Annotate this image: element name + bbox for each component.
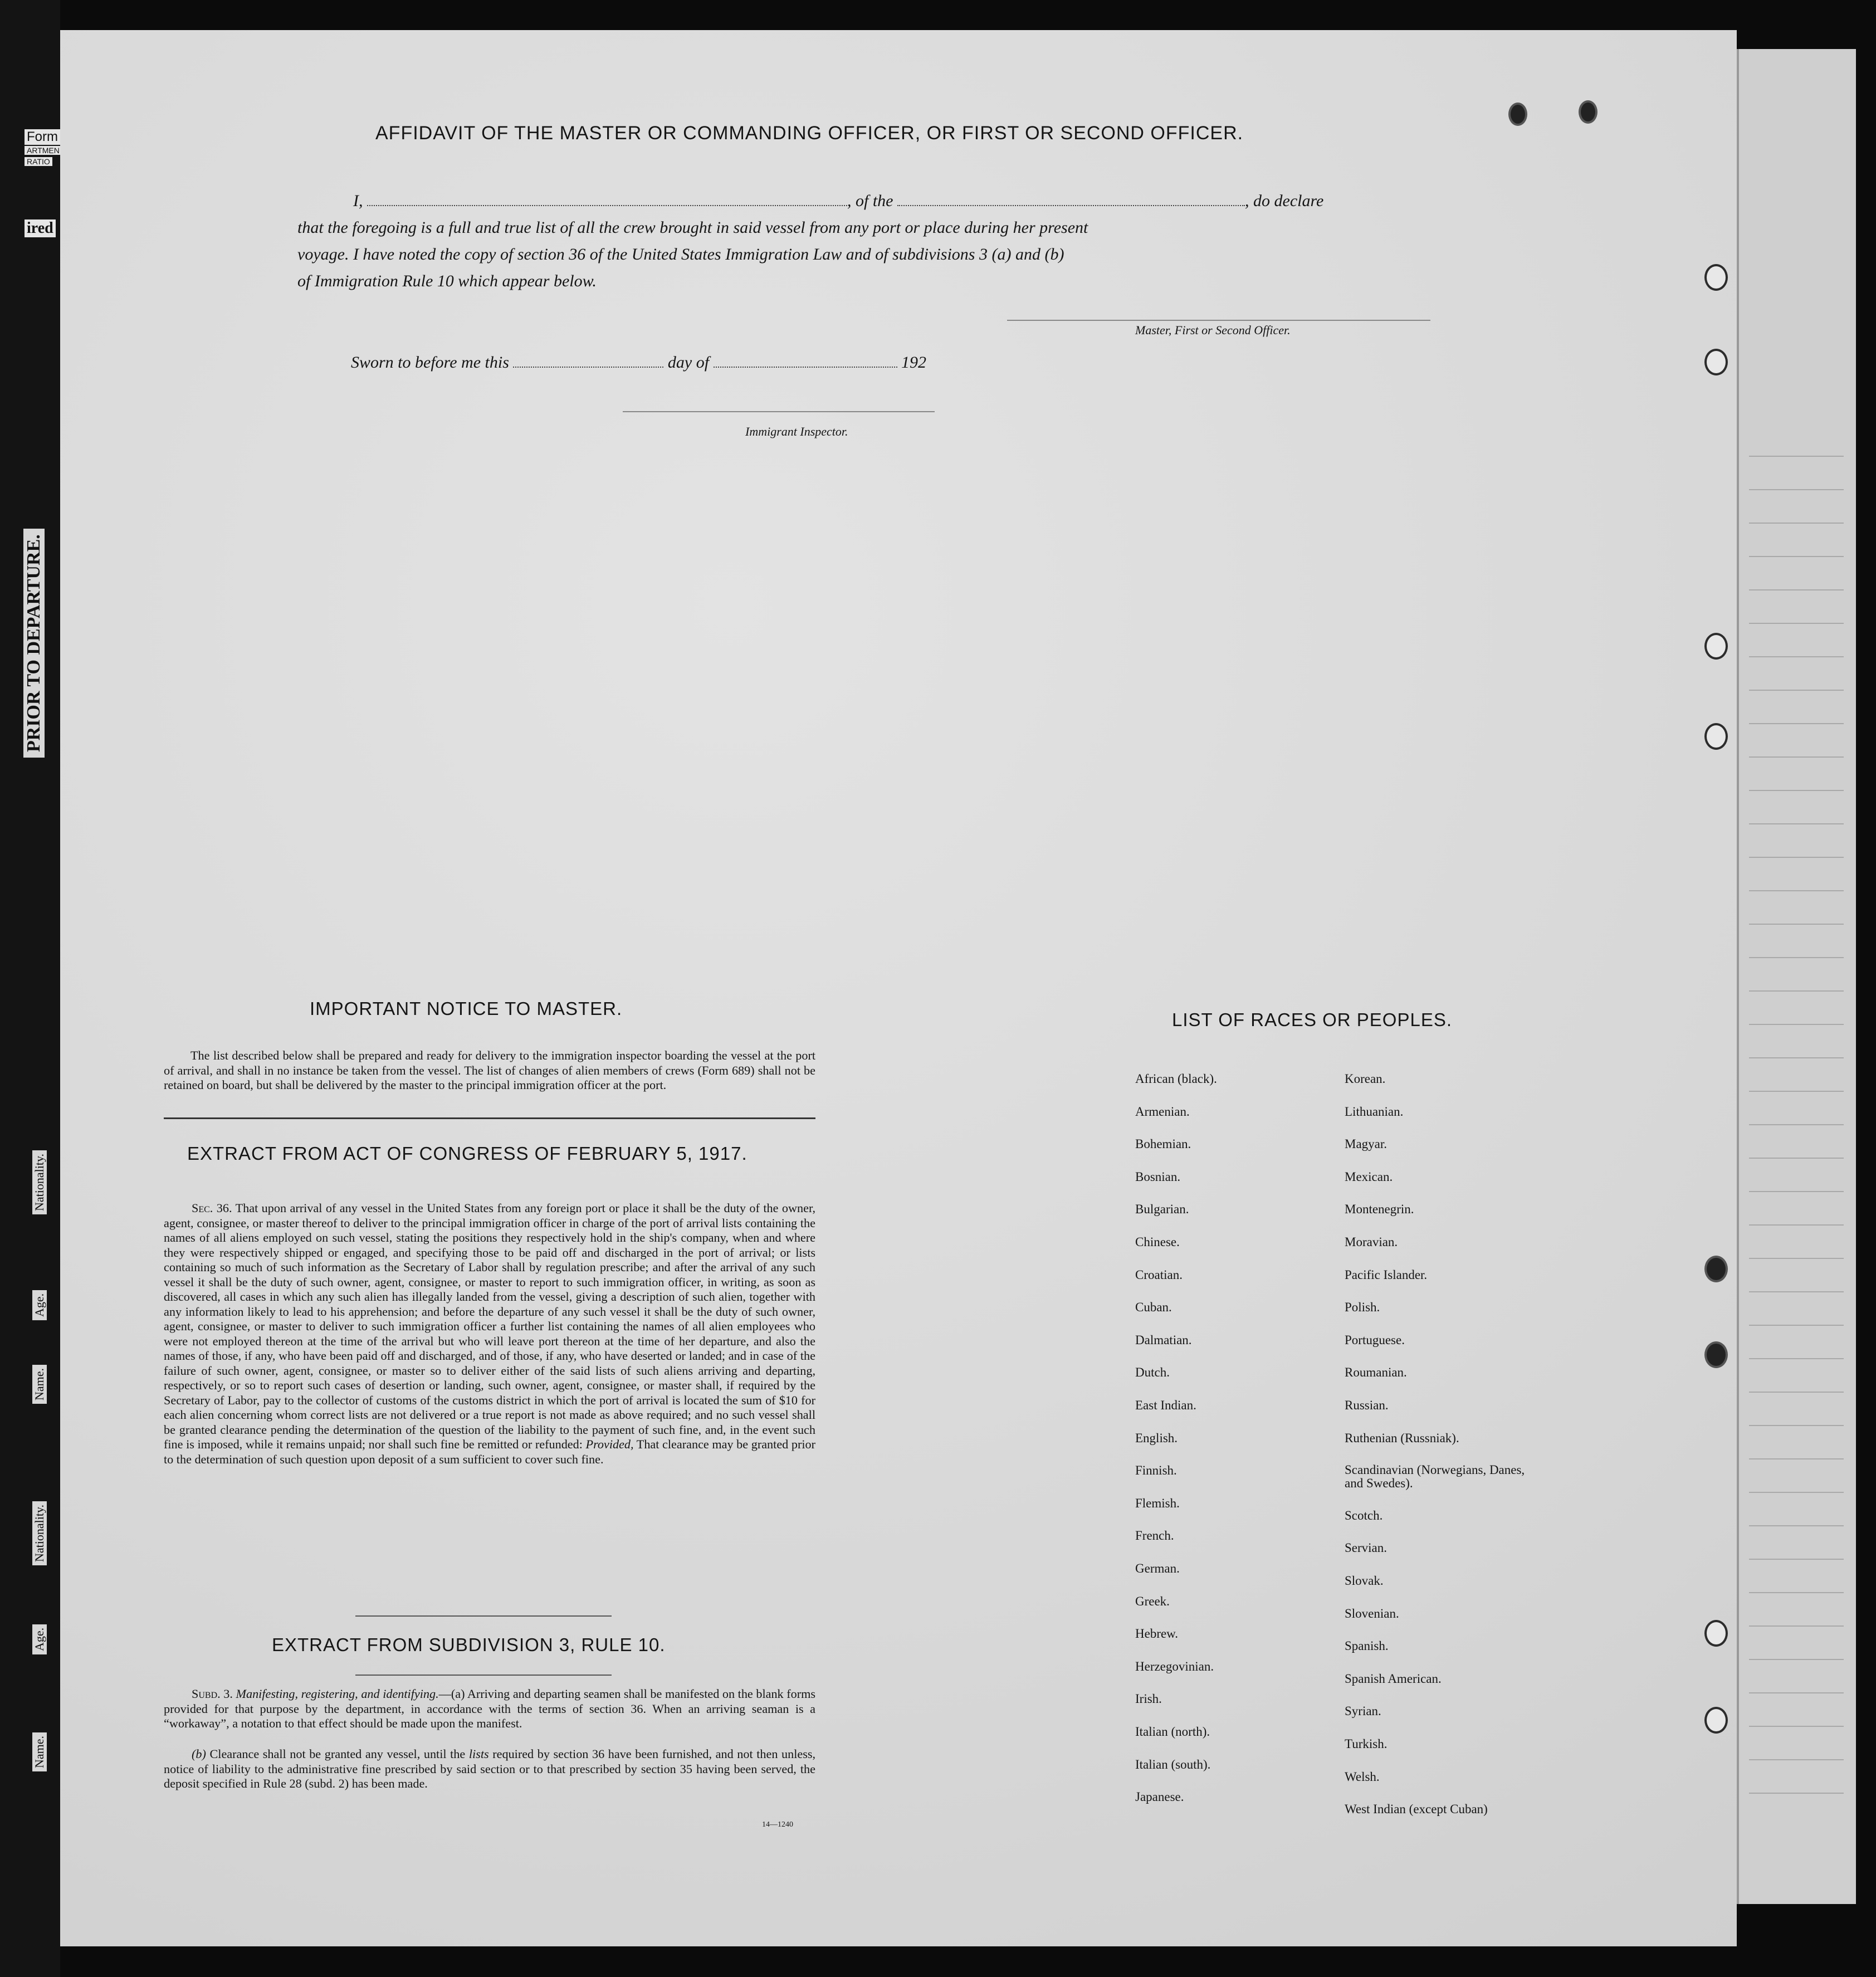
race-item: Bohemian. — [1135, 1137, 1191, 1151]
strip-stub-label: ired — [25, 219, 56, 237]
subd-label: Subd. 3. — [192, 1687, 233, 1701]
race-item: Japanese. — [1135, 1790, 1184, 1804]
act-extract-text — [164, 1201, 815, 1467]
race-item: Welsh. — [1345, 1769, 1380, 1784]
race-item: Ruthenian (Russniak). — [1345, 1431, 1459, 1445]
sworn-line — [351, 353, 926, 372]
affidavit-line-1 — [353, 192, 1323, 211]
race-item: Herzegovinian. — [1135, 1659, 1214, 1673]
race-item: Spanish. — [1345, 1639, 1389, 1653]
proviso-label: Provided, — [585, 1437, 634, 1451]
punch-hole — [1704, 1620, 1728, 1647]
section-36-text: That upon arrival of any vessel in the United States from any foreign port or place it shall be the duty of the owner, agent, consignee, or master thereof to deliver to the principal immigration officer in charge of the port of arrival lists containing the names of all aliens employed on such vessel, stating the positions they respectively hold in the ship's company, when and where they were respectively shipped or engaged, and specifying those to be paid off and discharged in the port of arrival; or lists containing so much of such information as the Secretary of Labor shall by regulation prescribe; and after the arrival of any such vessel it shall be the duty of such owner, agent, consignee, or master to report to such immigration officer, in writing, as soon as discovered, all cases in which any such alien has illegally landed from the vessel, giving a description of such alien, together with any information likely to lead to his apprehension; and before the departure of any such vessel it shall be the duty of such owner, agent, consignee, or master to deliver to such immigration officer a further list containing the names of all alien employees who were not employed thereon at the time of the arrival but who will leave port thereon at the time of her departure, and also the names of those, if any, who have been paid off and discharged, and of those, if any, who have deserted or landed; and in case of the failure of such owner, agent, consignee, or master so to deliver either of the said lists of such aliens arriving and departing, respectively, or so to report such cases of desertion or landing, such owner, agent, consignee, or master shall, if required by the Secretary of Labor, pay to the collector of customs of the customs district in which the port of arrival is located the sum of $10 for each alien concerning whom correct lists are not delivered or a true report is not made as above required; and no such vessel shall be granted clearance pending the determination of the question of the liability to the payment of such fine, and, in the event such fine is imposed, while it remains unpaid; nor shall such fine be remitted or refunded: — [164, 1201, 815, 1451]
race-item: Croatian. — [1135, 1267, 1183, 1282]
race-item: Scandinavian (Norwegians, Danes, and Swedes). — [1345, 1463, 1525, 1491]
do-declare-label: , do declare — [1245, 192, 1324, 210]
races-title: LIST OF RACES OR PEOPLES. — [1172, 1009, 1453, 1030]
subd-para-a-text: —(a) Arriving and departing seamen shall be manifested on the blank forms provided for that purpose by the department, in accordance with the terms of section 36. When an arriving seaman is a “workaway”, a notation to that effect should be made upon the manifest. — [164, 1687, 816, 1730]
strip-col-name-lower: Name. — [32, 1732, 47, 1771]
affidavit-line-2: that the foregoing is a full and true list of all the crew brought in said vessel from any port or place during her present — [297, 218, 1088, 237]
race-item: Greek. — [1135, 1594, 1170, 1608]
race-item: Mexican. — [1345, 1169, 1393, 1184]
notice-title: IMPORTANT NOTICE TO MASTER. — [310, 998, 623, 1019]
race-item: Montenegrin. — [1345, 1202, 1414, 1217]
race-item: Bulgarian. — [1135, 1202, 1189, 1217]
para-b-lists: lists — [468, 1747, 489, 1761]
notice-text: The list described below shall be prepared and ready for delivery to the immigration inspector boarding the vessel at the port of arrival, and shall in no instance be taken from the vessel. The list of changes of alien members of crews (Form 689) shall not be retained on board, but shall be delivered by the master to the principal immigration officer at the port. — [164, 1048, 815, 1092]
rule-para-b — [164, 1747, 815, 1791]
master-signature-caption: Master, First or Second Officer. — [1135, 323, 1291, 337]
strip-col-age-lower: Age. — [32, 1624, 47, 1654]
race-item: Turkish. — [1345, 1737, 1388, 1751]
race-item: Italian (north). — [1135, 1725, 1210, 1739]
race-item: Portuguese. — [1345, 1332, 1405, 1347]
notice-divider — [164, 1117, 815, 1119]
strip-col-nationality-lower: Nationality. — [32, 1501, 47, 1565]
of-the-label: , of the — [847, 192, 893, 210]
inspector-signature-line[interactable] — [623, 411, 935, 412]
affidavit-line-3: voyage. I have noted the copy of section 36 of the United States Immigration Law and of subdivisions 3 (a) and (b) — [297, 245, 1064, 263]
race-item: Bosnian. — [1135, 1169, 1181, 1184]
act-extract-title: EXTRACT FROM ACT OF CONGRESS OF FEBRUARY 5, 1917. — [187, 1143, 748, 1164]
form-number: 14—1240 — [762, 1820, 793, 1829]
race-item: Irish. — [1135, 1692, 1162, 1706]
declarant-name-field[interactable] — [367, 205, 847, 206]
race-item: Korean. — [1345, 1072, 1386, 1086]
race-item: Roumanian. — [1345, 1365, 1407, 1380]
sworn-day-field[interactable] — [513, 367, 663, 368]
race-item: African (black). — [1135, 1072, 1217, 1086]
sworn-year-label: 192 — [901, 353, 927, 372]
race-item: Syrian. — [1345, 1704, 1381, 1719]
race-item: English. — [1135, 1431, 1178, 1445]
strip-col-age-upper: Age. — [32, 1290, 47, 1320]
race-item: Pacific Islander. — [1345, 1267, 1428, 1282]
punch-hole — [1579, 100, 1597, 124]
sworn-prefix: Sworn to before me this — [351, 353, 509, 372]
race-item: French. — [1135, 1529, 1174, 1543]
binding-strip — [0, 0, 60, 1977]
para-b-text-1: Clearance shall not be granted any vessel, until the — [209, 1747, 466, 1761]
rule-extract-divider — [355, 1675, 612, 1676]
punch-hole — [1704, 1256, 1728, 1282]
punch-hole — [1704, 1707, 1728, 1734]
race-item: Slovak. — [1345, 1574, 1384, 1588]
strip-col-nationality-upper: Nationality. — [32, 1150, 47, 1214]
punch-hole — [1704, 633, 1728, 660]
strip-col-name-upper: Name. — [32, 1365, 47, 1404]
para-b-label: (b) — [192, 1747, 206, 1761]
race-item: Magyar. — [1345, 1137, 1388, 1151]
affidavit-title: AFFIDAVIT OF THE MASTER OR COMMANDING OFFICER, OR FIRST OR SECOND OFFICER. — [375, 123, 1244, 144]
punch-hole — [1704, 1341, 1728, 1368]
race-item: Dalmatian. — [1135, 1332, 1192, 1347]
punch-hole — [1704, 349, 1728, 375]
race-item: German. — [1135, 1561, 1180, 1575]
strip-dept-label-1: ARTMEN — [25, 146, 62, 155]
race-item: East Indian. — [1135, 1398, 1196, 1412]
punch-hole — [1704, 264, 1728, 291]
vessel-name-field[interactable] — [897, 205, 1245, 206]
race-item: Armenian. — [1135, 1104, 1190, 1119]
race-item: Spanish American. — [1345, 1671, 1442, 1686]
race-item: Cuban. — [1135, 1300, 1172, 1315]
affidavit-line-4: of Immigration Rule 10 which appear below. — [297, 272, 597, 290]
manifest-back-page — [60, 30, 1737, 1946]
prior-to-departure-caption: PRIOR TO DEPARTURE. — [23, 529, 45, 758]
section-label: Sec. 36. — [192, 1201, 232, 1215]
underlying-ruled-lines — [1749, 423, 1844, 1816]
act-extract-divider — [355, 1615, 612, 1617]
race-item: West Indian (except Cuban) — [1345, 1802, 1488, 1817]
race-item: Dutch. — [1135, 1365, 1170, 1380]
race-item: Scotch. — [1345, 1508, 1383, 1522]
race-item: Italian (south). — [1135, 1757, 1211, 1771]
declarant-prefix: I, — [353, 192, 363, 210]
proviso-text: That clearance may be granted prior to the determination of such question upon deposit of a sum sufficient to cover such fine. — [164, 1437, 815, 1466]
para-b-text-2: required by section 36 have been furnished, and not then unless, notice of liability to the administrative fine prescribed by said section or to that prescribed by section 35 having been served, the deposit specified in Rule 28 (subd. 2) has been made. — [164, 1747, 816, 1790]
race-item: Polish. — [1345, 1300, 1380, 1315]
punch-hole — [1704, 723, 1728, 750]
race-item: Lithuanian. — [1345, 1104, 1404, 1119]
race-item: Servian. — [1345, 1541, 1388, 1555]
inspector-caption: Immigrant Inspector. — [745, 424, 848, 438]
race-item: Hebrew. — [1135, 1627, 1179, 1641]
sworn-month-field[interactable] — [714, 367, 897, 368]
master-signature-line[interactable] — [1007, 320, 1430, 321]
race-item: Russian. — [1345, 1398, 1389, 1412]
punch-hole — [1508, 102, 1527, 126]
strip-form-label: Form — [25, 129, 60, 145]
race-item: Chinese. — [1135, 1235, 1180, 1249]
race-item: Finnish. — [1135, 1463, 1177, 1478]
race-item: Moravian. — [1345, 1235, 1398, 1249]
race-item: Slovenian. — [1345, 1606, 1399, 1620]
race-item: Flemish. — [1135, 1496, 1180, 1510]
day-of-label: day of — [667, 353, 710, 372]
subd-heading: Manifesting, registering, and identifying. — [236, 1687, 439, 1701]
rule-para-a — [164, 1687, 815, 1731]
strip-dept-label-2: RATIO — [25, 157, 52, 166]
rule-extract-title: EXTRACT FROM SUBDIVISION 3, RULE 10. — [272, 1634, 666, 1655]
